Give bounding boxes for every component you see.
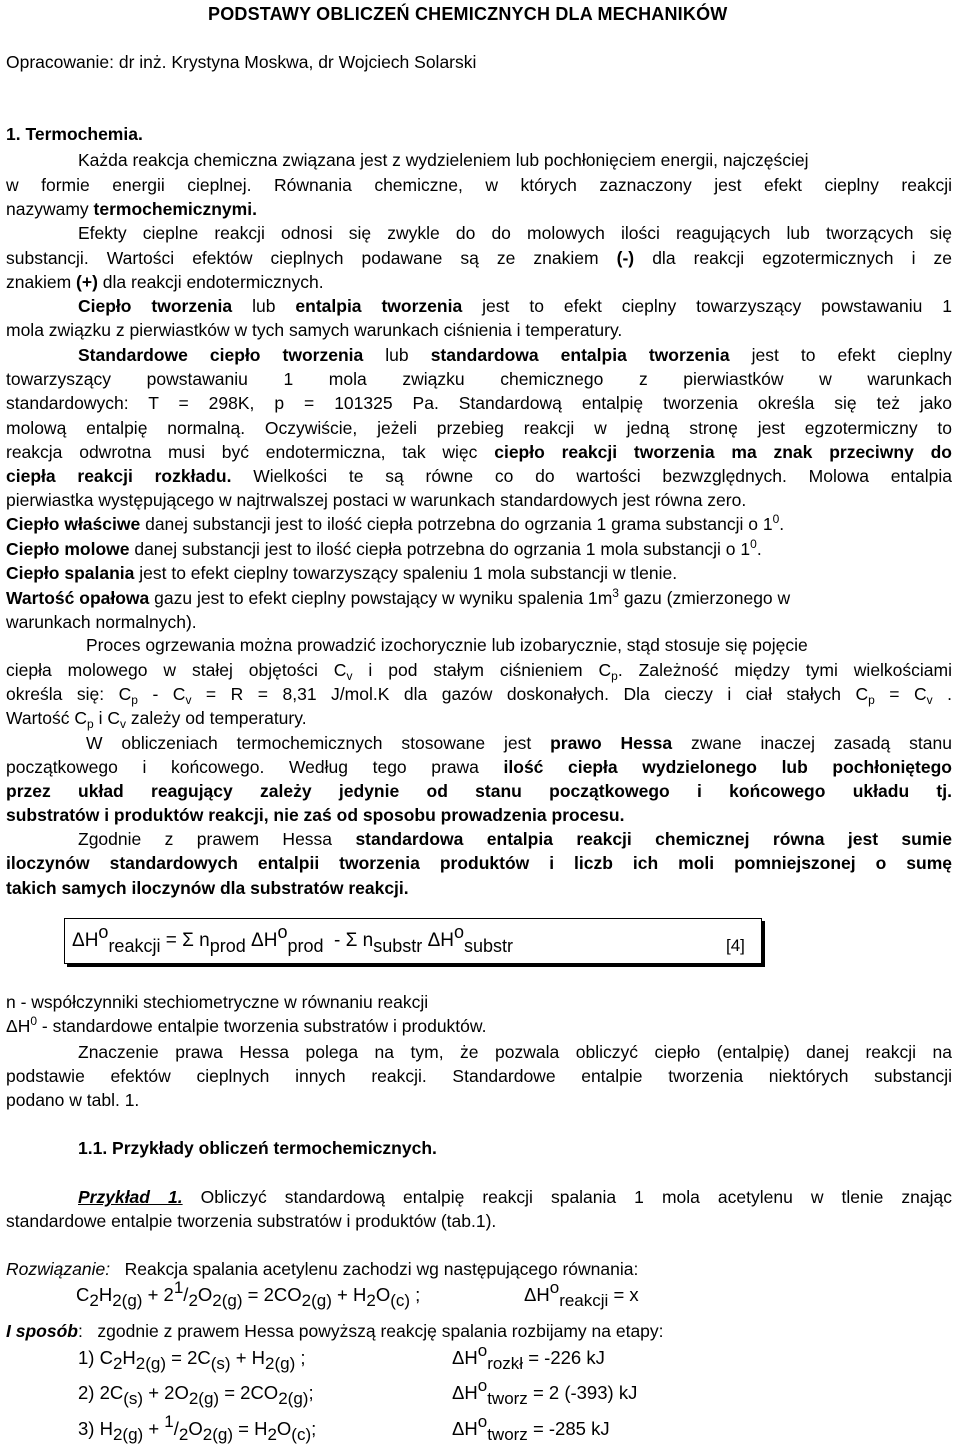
method-line: I sposób: zgodnie z prawem Hessa powyższą reakcję spalania rozbijamy na etapy: <box>6 1321 664 1341</box>
example-1: Przykład 1. Obliczyć standardową entalpię reakcji spalania 1 mola acetylenu w tlenie znając <box>78 1187 952 1207</box>
step-1-enthalpy: $\Delta H^o_{rozkł} = -226$ kJ <box>452 1341 605 1373</box>
step-2-enthalpy: $\Delta H^o_{tworz} = 2$ (-393) kJ <box>452 1376 638 1408</box>
step-3-equation: 3) $H_{2(g)} + ^1/_2O_{2(g)} = H_2O_{(c)}$; <box>78 1412 317 1444</box>
hess-formula: $\Delta H^o_{reakcji} = \Sigma$ $n_{prod}$ $\Delta H^o_{prod}$ - Σ $n_{substr}$ $\Delta H^o_{substr}$ <box>72 922 514 956</box>
definition-combustion-heat: Ciepło spalania jest to efekt cieplny towarzyszący spaleniu 1 mola substancji w tlenie. <box>6 563 678 583</box>
formula-number: [4] <box>726 936 745 955</box>
combustion-equation: $C_2H_{2(g)} + 2^1/_2O_{2(g)} = 2CO_{2(g)} + H_2O_{(c)}$ ; <box>76 1278 421 1310</box>
definition-specific-heat: Ciepło właściwe danej substancji jest to ilość ciepła potrzebna do ogrzania 1 grama substancji o $1^0$. <box>6 512 785 534</box>
step-1-equation: 1) $C_2H_{2(g)} = 2C_{(s)} + H_{2(g)}$ ; <box>78 1347 306 1373</box>
solution-line: Rozwiązanie: Reakcja spalania acetylenu zachodzi wg następującego równania: <box>6 1259 639 1279</box>
document-title: PODSTAWY OBLICZEŃ CHEMICZNYCH DLA MECHANIKÓW <box>208 4 728 24</box>
step-3-enthalpy: $\Delta H^o_{tworz} = -285$ kJ <box>452 1412 610 1444</box>
step-2-equation: 2) $2C_{(s)} + 2O_{2(g)} = 2CO_{2(g)}$; <box>78 1382 314 1408</box>
section-1-heading: 1. Termochemia. <box>6 124 143 144</box>
definition-calorific-value: Wartość opałowa gazu jest to efekt cieplny powstający w wyniku spalenia $1m^3$ gazu (zmierzonego w <box>6 586 791 608</box>
section-1-1-heading: 1.1. Przykłady obliczeń termochemicznych. <box>78 1138 437 1158</box>
legend-n: n - współczynniki stechiometryczne w równaniu reakcji <box>6 992 429 1012</box>
authors: Opracowanie: dr inż. Krystyna Moskwa, dr Wojciech Solarski <box>6 52 477 72</box>
legend-dh: $\Delta H^0$ - standardowe entalpie tworzenia substratów i produktów. <box>6 1014 487 1036</box>
definition-molar-heat: Ciepło molowe danej substancji jest to ilość ciepła potrzebna do ogrzania 1 mola substancji o $1^0$. <box>6 537 762 559</box>
combustion-enthalpy: $\Delta H^o_{reakcji} = x$ <box>524 1278 639 1310</box>
